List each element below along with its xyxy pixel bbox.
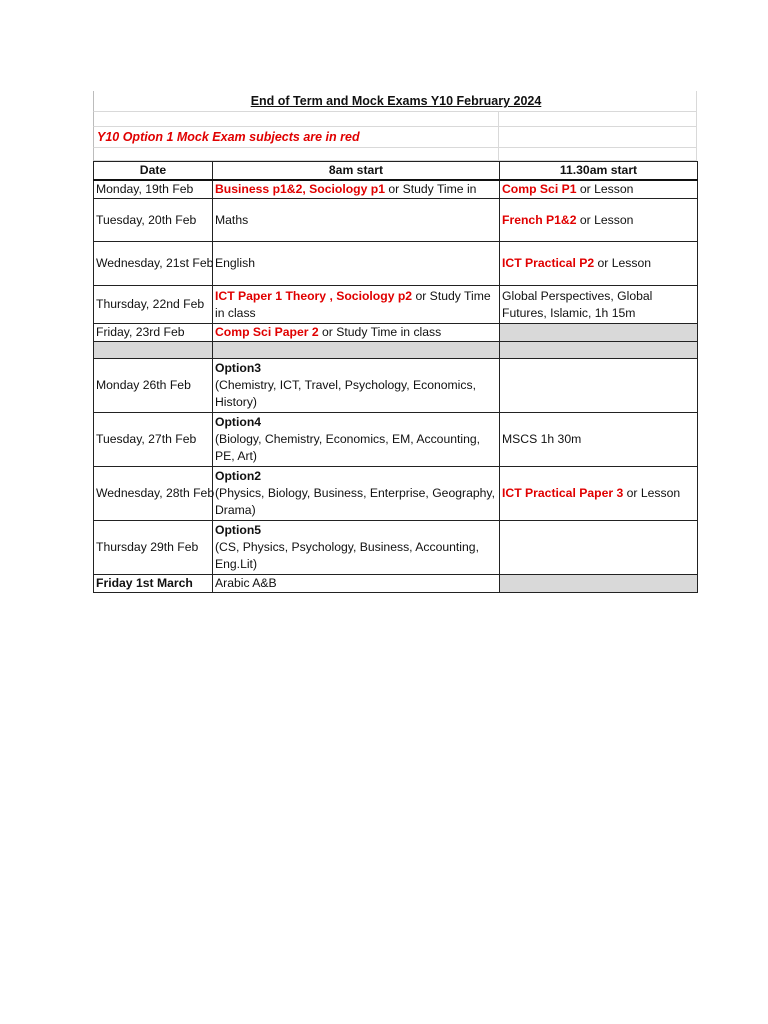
mock-subject: ICT Practical P2 xyxy=(502,256,595,270)
mock-subject: Business p1&2, Sociology p1 xyxy=(215,182,385,196)
alt-text: or Lesson xyxy=(623,486,681,500)
option-label: Option2 xyxy=(215,469,262,483)
date-cell: Friday, 23rd Feb xyxy=(94,324,213,342)
header-8am: 8am start xyxy=(213,162,500,181)
table-row xyxy=(94,521,698,575)
alt-text: or Study Time in class xyxy=(215,288,491,320)
table-row xyxy=(94,324,698,342)
alt-text: or Lesson xyxy=(576,212,634,227)
session-8am-cell: Maths xyxy=(213,199,500,242)
header-date: Date xyxy=(94,162,213,181)
date-cell: Thursday 29th Feb xyxy=(94,521,213,575)
mock-subject: French P1&2 xyxy=(502,212,577,227)
session-1130-cell-empty xyxy=(500,324,698,342)
session-8am-cell xyxy=(213,324,500,342)
timetable-table xyxy=(93,161,698,593)
alt-text: or Lesson xyxy=(594,256,652,270)
option-label: Option3 xyxy=(215,361,262,375)
session-8am-cell xyxy=(213,359,500,413)
date-cell: Tuesday, 27th Feb xyxy=(94,413,213,467)
mock-subject: Comp Sci P1 xyxy=(502,182,577,196)
date-cell: Tuesday, 20th Feb xyxy=(94,199,213,242)
spacer-row xyxy=(93,148,697,161)
table-row xyxy=(94,199,698,242)
table-row xyxy=(94,359,698,413)
option-label: Option4 xyxy=(215,415,262,429)
session-8am-cell xyxy=(213,521,500,575)
session-8am-cell xyxy=(213,180,500,199)
blank-row xyxy=(93,112,697,127)
date-cell: Thursday, 22nd Feb xyxy=(94,286,213,324)
session-1130-cell xyxy=(500,199,698,242)
sheet-title-text: End of Term and Mock Exams Y10 February 2024 xyxy=(250,94,542,108)
date-cell: Wednesday, 28th Feb xyxy=(94,467,213,521)
option-label: Option5 xyxy=(215,523,262,537)
red-subjects-note: Y10 Option 1 Mock Exam subjects are in red xyxy=(94,127,499,147)
session-1130-cell: MSCS 1h 30m xyxy=(500,413,698,467)
session-1130-cell-empty xyxy=(500,359,698,413)
session-8am-cell: English xyxy=(213,242,500,286)
session-1130-cell-empty xyxy=(500,575,698,593)
header-1130am: 11.30am start xyxy=(500,162,698,181)
week-divider-row xyxy=(94,342,698,359)
alt-text: or Study Time in xyxy=(385,182,477,196)
title-row xyxy=(93,91,697,112)
table-row xyxy=(94,242,698,286)
note-row xyxy=(93,127,697,148)
sheet-title xyxy=(94,91,698,111)
table-row xyxy=(94,286,698,324)
session-8am-cell xyxy=(213,467,500,521)
exam-timetable-sheet xyxy=(93,91,697,593)
mock-subject: ICT Paper 1 Theory , Sociology p2 xyxy=(215,288,413,303)
date-cell: Wednesday, 21st Feb xyxy=(94,242,213,286)
mock-subject: ICT Practical Paper 3 xyxy=(502,486,624,500)
option-subjects: (Physics, Biology, Business, Enterprise, Geography, Drama) xyxy=(215,486,495,517)
table-row xyxy=(94,467,698,521)
session-1130-cell xyxy=(500,242,698,286)
table-row xyxy=(94,180,698,199)
session-1130-cell-empty xyxy=(500,521,698,575)
session-1130-cell: Global Perspectives, Global Futures, Islamic, 1h 15m xyxy=(500,286,698,324)
session-1130-cell xyxy=(500,467,698,521)
session-1130-cell xyxy=(500,180,698,199)
date-cell: Monday 26th Feb xyxy=(94,359,213,413)
alt-text: or Study Time in class xyxy=(318,325,442,339)
alt-text: or Lesson xyxy=(576,182,634,196)
option-subjects: (CS, Physics, Psychology, Business, Accounting, Eng.Lit) xyxy=(215,540,479,571)
date-cell: Monday, 19th Feb xyxy=(94,180,213,199)
session-8am-cell xyxy=(213,413,500,467)
option-subjects: (Chemistry, ICT, Travel, Psychology, Economics, History) xyxy=(215,378,476,409)
mock-subject: Comp Sci Paper 2 xyxy=(215,325,319,339)
session-8am-cell: Arabic A&B xyxy=(213,575,500,593)
date-cell: Friday 1st March xyxy=(94,575,213,593)
table-row xyxy=(94,413,698,467)
session-8am-cell xyxy=(213,286,500,324)
option-subjects: (Biology, Chemistry, Economics, EM, Accounting, PE, Art) xyxy=(215,432,481,463)
table-row xyxy=(94,575,698,593)
header-row xyxy=(94,162,698,181)
